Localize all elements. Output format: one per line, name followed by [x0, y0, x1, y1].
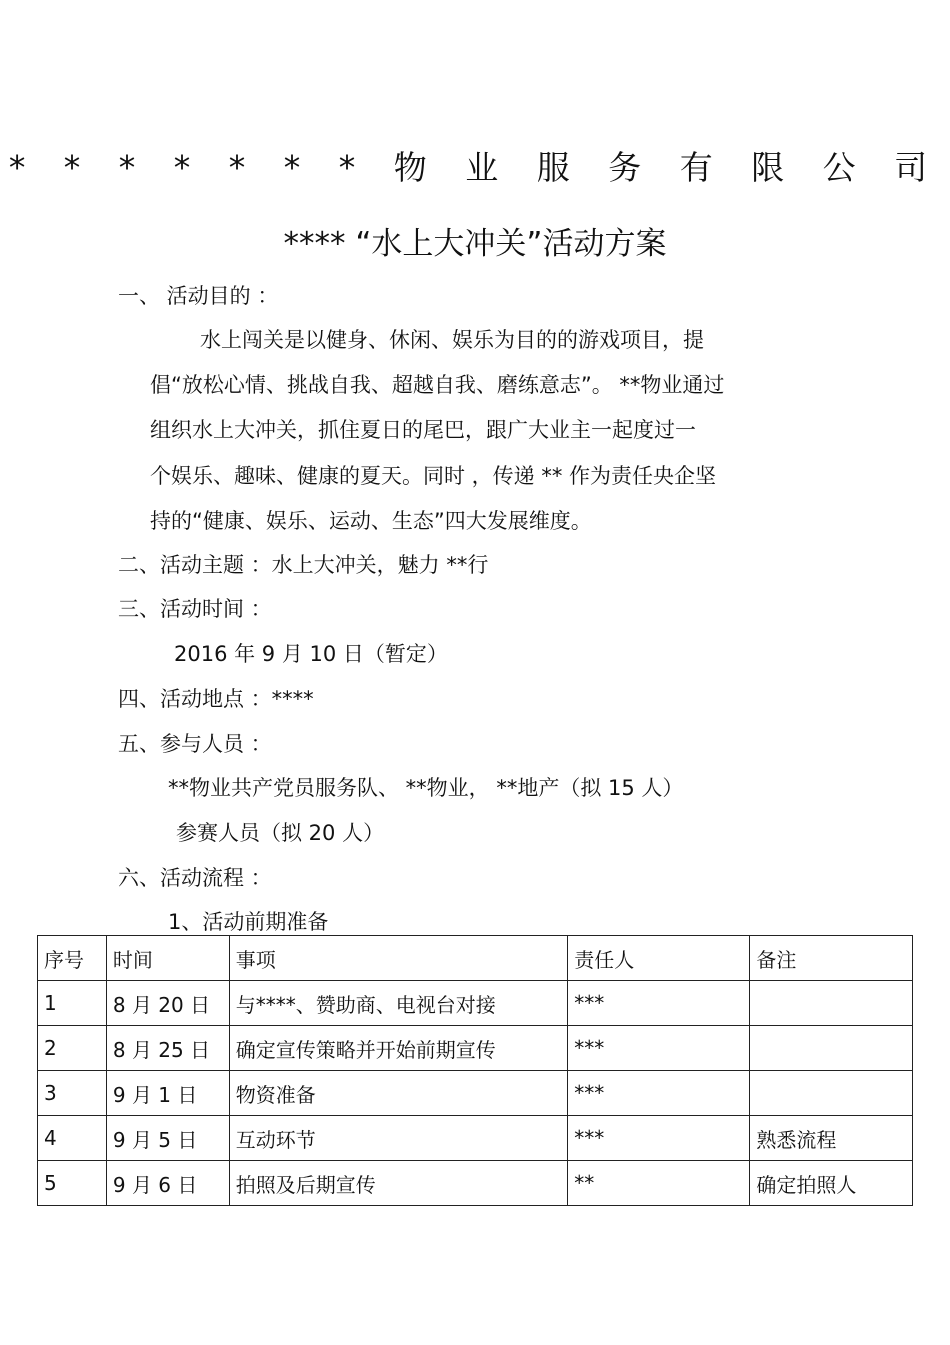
preparation-schedule-table — [37, 935, 913, 1206]
table-cell: *** — [568, 981, 750, 1026]
section-participants-heading: 五、参与人员 ： — [118, 732, 272, 756]
header-cell: 时间 — [106, 936, 229, 981]
purpose-line-4: 个娱乐、趣味、健康的夏天。同时 ，传递 ** 作为责任央企坚 — [150, 464, 717, 488]
table-cell: 1 — [38, 981, 107, 1026]
table-cell: 4 — [38, 1116, 107, 1161]
table-cell: *** — [568, 1116, 750, 1161]
table-row — [38, 1071, 913, 1116]
section-location: 四、活动地点 ：**** — [118, 687, 314, 711]
table-cell: 5 — [38, 1161, 107, 1206]
table-row — [38, 1026, 913, 1071]
purpose-line-1: 水上闯关是以健身、休闲、娱乐为目的的游戏项目，提 — [200, 328, 704, 352]
table-cell: 2 — [38, 1026, 107, 1071]
participants-line-2: 参赛人员（拟 20 人） — [176, 821, 385, 845]
table-cell: 8 月 25 日 — [106, 1026, 229, 1071]
document-title: **** “水上大冲关”活动方案 — [283, 226, 667, 262]
table-cell — [750, 981, 913, 1026]
participants-line-1: **物业共产党员服务队、 **物业， **地产（拟 15 人） — [168, 776, 684, 800]
process-subheading: 1、活动前期准备 — [168, 910, 329, 934]
event-date: 2016 年 9 月 10 日（暂定） — [174, 642, 448, 666]
table-cell — [750, 1026, 913, 1071]
section-time-heading: 三、活动时间 ： — [118, 597, 272, 621]
table-cell: 拍照及后期宣传 — [229, 1161, 567, 1206]
company-name-text: * * * * * * * 物 业 服 务 有 限 公 司 — [8, 148, 942, 187]
table-header-row — [38, 936, 913, 981]
table-cell: 与****、赞助商、电视台对接 — [229, 981, 567, 1026]
purpose-line-3: 组织水上大冲关，抓住夏日的尾巴，跟广大业主一起度过一 — [150, 418, 696, 442]
table-cell: *** — [568, 1026, 750, 1071]
table-cell — [750, 1071, 913, 1116]
header-cell: 序号 — [38, 936, 107, 981]
table-cell: ** — [568, 1161, 750, 1206]
table-cell: 确定宣传策略并开始前期宣传 — [229, 1026, 567, 1071]
table-row — [38, 981, 913, 1026]
table-cell: 9 月 1 日 — [106, 1071, 229, 1116]
table-cell: 3 — [38, 1071, 107, 1116]
section-purpose-heading: 一、 活动目的 ： — [118, 284, 279, 308]
table-cell: 熟悉流程 — [750, 1116, 913, 1161]
header-cell: 备注 — [750, 936, 913, 981]
table-cell: 物资准备 — [229, 1071, 567, 1116]
header-cell: 责任人 — [568, 936, 750, 981]
purpose-line-5: 持的“健康、娱乐、运动、生态”四大发展维度。 — [150, 509, 592, 533]
purpose-line-2: 倡“放松心情、挑战自我、超越自我、磨练意志”。 **物业通过 — [150, 373, 725, 397]
table-cell: 确定拍照人 — [750, 1161, 913, 1206]
table-cell: 互动环节 — [229, 1116, 567, 1161]
table-row — [38, 1116, 913, 1161]
table-row — [38, 1161, 913, 1206]
table-cell: 8 月 20 日 — [106, 981, 229, 1026]
section-process-heading: 六、活动流程 ： — [118, 866, 272, 890]
company-name — [0, 142, 950, 189]
section-theme: 二、活动主题 ：水上大冲关，魅力 **行 — [118, 553, 489, 577]
table-cell: *** — [568, 1071, 750, 1116]
header-cell: 事项 — [229, 936, 567, 981]
table-cell: 9 月 6 日 — [106, 1161, 229, 1206]
table-cell: 9 月 5 日 — [106, 1116, 229, 1161]
